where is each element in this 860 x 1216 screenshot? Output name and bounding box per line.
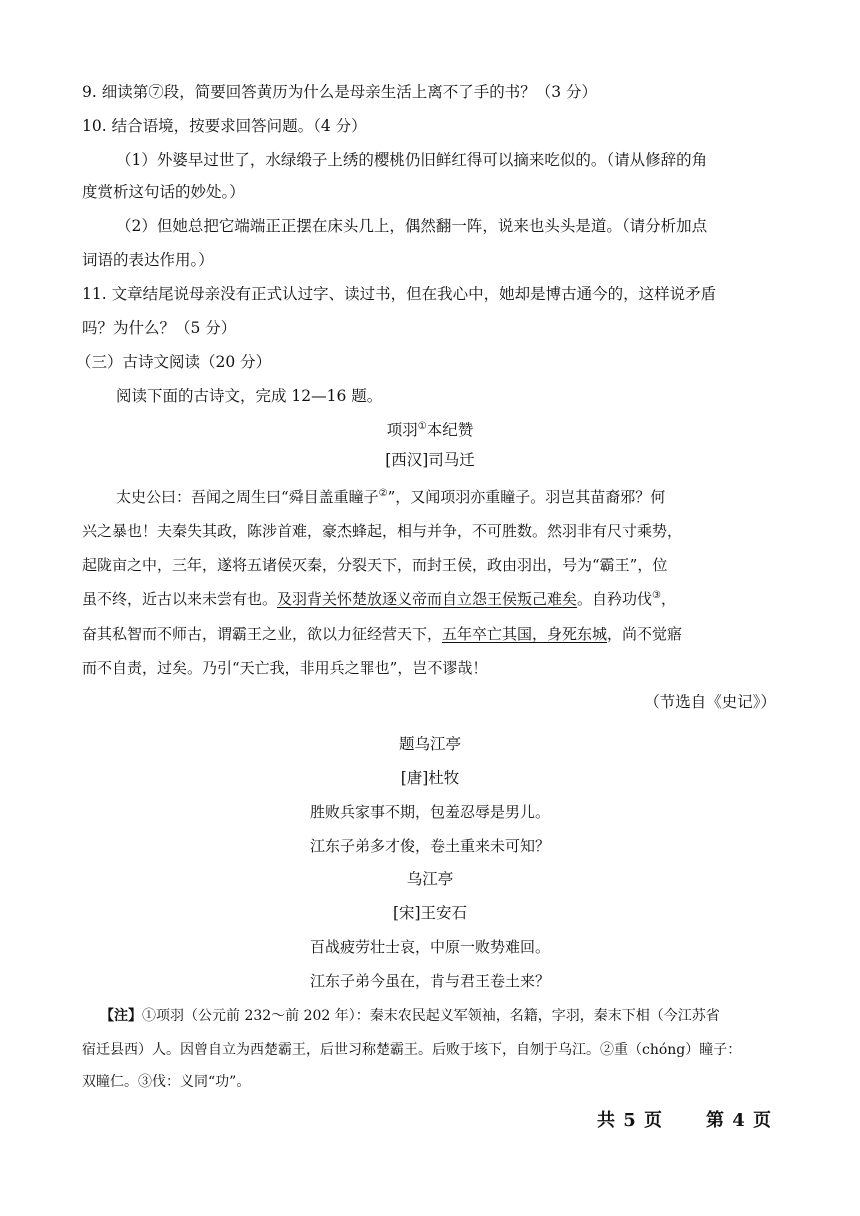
poem2-title: 乌江亭 xyxy=(406,870,454,888)
passage-line-2: 兴之暴也！夫秦失其政，陈涉首难，豪杰蜂起，相与并争，不可胜数。然羽非有尺寸乘势， xyxy=(82,522,683,540)
question-10: 10. 结合语境，按要求回答问题。（4 分） xyxy=(82,117,367,135)
poem2-line-1: 百战疲劳壮士哀，中原一败势难回。 xyxy=(309,938,550,956)
passage-line-1: 太史公曰：吾闻之周生曰“舜目盖重瞳子②”，又闻项羽亦重瞳子。羽岂其苗裔邪？何 xyxy=(116,488,666,506)
question-10-1-line2: 度赏析这句话的妙处。） xyxy=(82,183,245,201)
note-line-3: 双瞳仁。③伐：义同“功”。 xyxy=(82,1074,251,1090)
question-10-2-line2: 词语的表达作用。） xyxy=(82,251,214,269)
poem2-line-2: 江东子弟今虽在，肯与君王卷土来？ xyxy=(309,972,550,990)
poem2-author: [宋]王安石 xyxy=(392,904,468,922)
question-10-2-line1: （2）但她总把它端端正正摆在床头几上，偶然翻一阵，说来也头头是道。（请分析加点 xyxy=(116,217,708,235)
reading-instruction: 阅读下面的古诗文，完成 12—16 题。 xyxy=(116,387,383,405)
section-3-heading: （三）古诗文阅读（20 分） xyxy=(76,353,272,371)
question-11-line1: 11. 文章结尾说母亲没有正式认过字、读过书，但在我心中，她却是博古通今的，这样说矛盾 xyxy=(82,285,717,303)
question-9: 9. 细读第⑦段，简要回答黄历为什么是母亲生活上离不了手的书？（3 分） xyxy=(82,83,598,101)
passage-line-5: 奋其私智而不师古，谓霸王之业，欲以力征经营天下，五年卒亡其国，身死东城，尚不觉寤 xyxy=(82,625,683,643)
underlined-sentence-1: 及羽背关怀楚放逐义帝而自立怨王侯叛己难矣 xyxy=(277,590,578,608)
poem1-author: [唐]杜牧 xyxy=(400,769,460,787)
underlined-sentence-2: 五年卒亡其国，身死东城 xyxy=(442,625,608,643)
footer-total-pages: 共 5 页 xyxy=(597,1110,664,1131)
text1-title: 项羽①本纪赞 xyxy=(386,420,474,439)
passage-line-4: 虽不终，近古以来未尝有也。及羽背关怀楚放逐义帝而自立怨王侯叛己难矣。自矜功伐③， xyxy=(82,590,677,608)
poem1-title: 题乌江亭 xyxy=(398,735,461,753)
note-line-2: 宿迁县西）人。因曾自立为西楚霸王，后世习称楚霸王。后败于垓下，自刎于乌江。②重（chóng）瞳子： xyxy=(82,1042,742,1058)
question-11-line2: 吗？为什么？（5 分） xyxy=(82,319,237,337)
footer-page-number: 第 4 页 xyxy=(706,1110,773,1131)
poem1-line-2: 江东子弟多才俊，卷土重来未可知？ xyxy=(309,837,550,855)
passage-line-6: 而不自责，过矣。乃引“天亡我，非用兵之罪也”，岂不谬哉！ xyxy=(82,659,488,677)
text1-author: [西汉]司马迁 xyxy=(385,451,475,469)
passage-source: （节选自《史记》） xyxy=(644,693,776,711)
passage-line-3: 起陇亩之中，三年，遂将五诸侯灭秦，分裂天下，而封王侯，政由羽出，号为“霸王”，位 xyxy=(82,556,668,574)
note-line-1: 【注】①项羽（公元前 232～前 202 年）：秦末农民起义军领袖，名籍，字羽，秦末下相（今江苏省 xyxy=(100,1008,720,1024)
poem1-line-1: 胜败兵家事不期，包羞忍辱是男儿。 xyxy=(309,803,550,821)
question-10-1-line1: （1）外婆早过世了，水绿缎子上绣的樱桃仍旧鲜红得可以摘来吃似的。（请从修辞的角 xyxy=(116,151,708,169)
